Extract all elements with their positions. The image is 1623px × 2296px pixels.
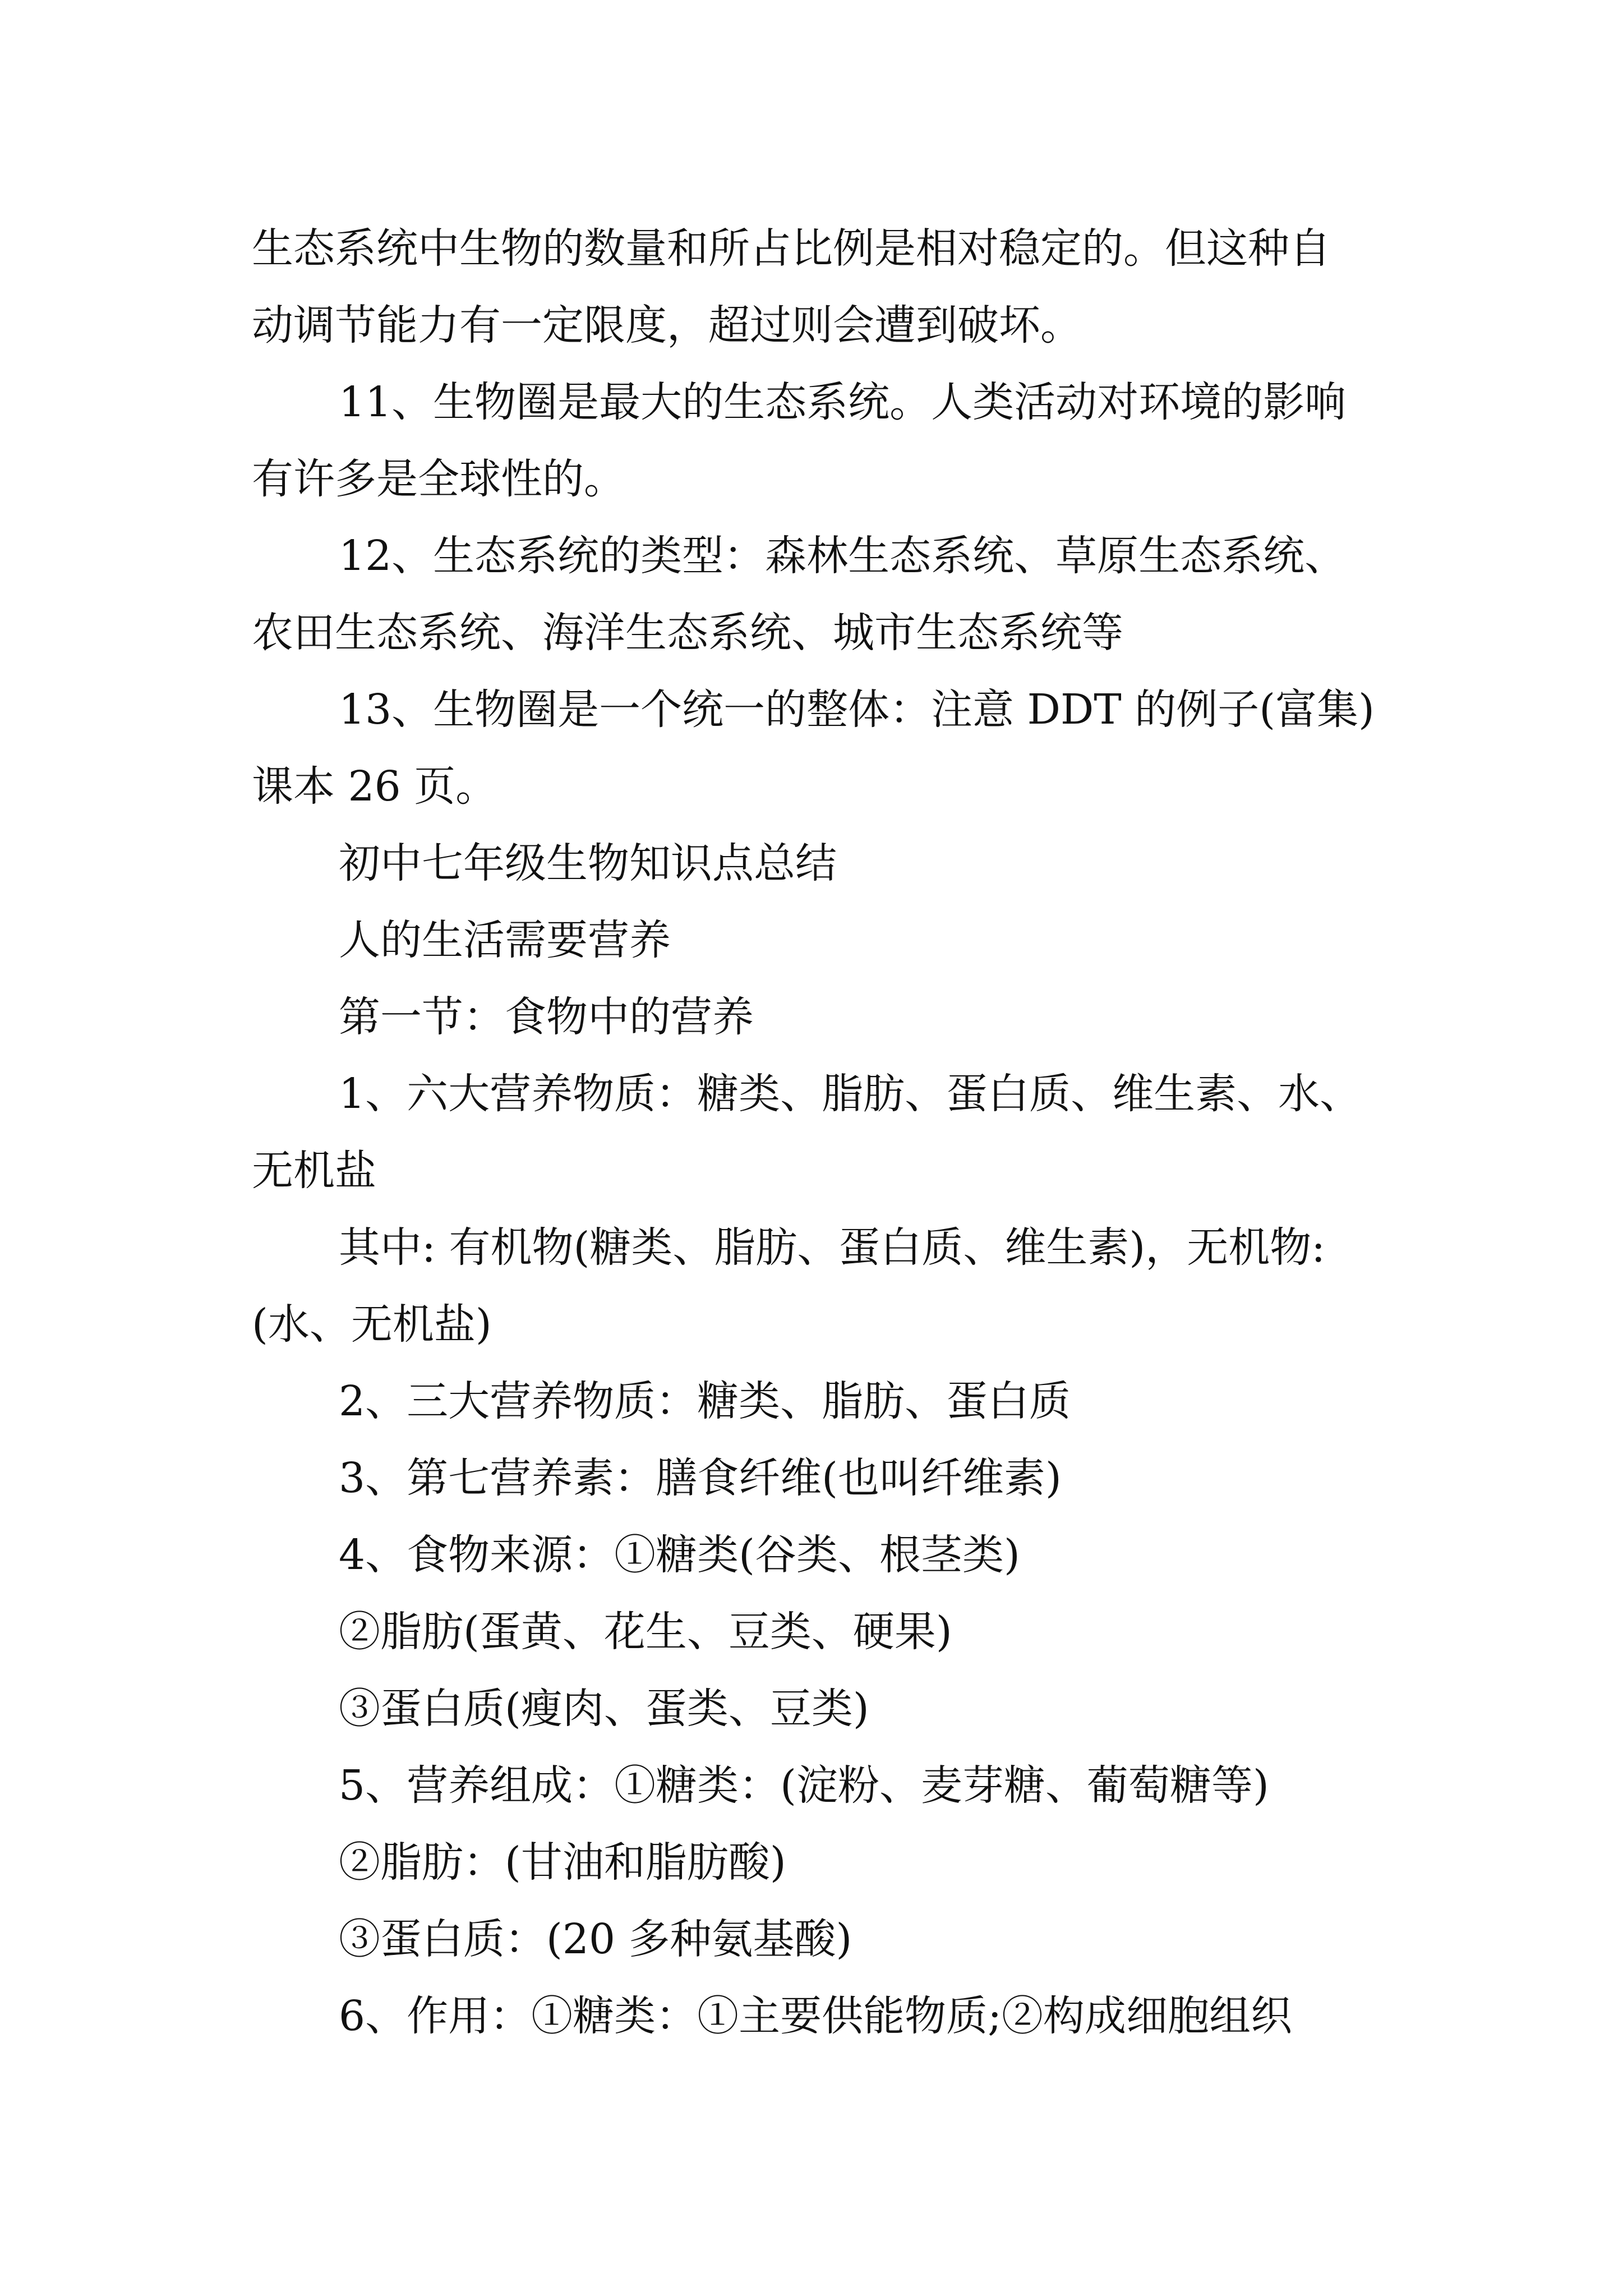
text-line: 12、生态系统的类型：森林生态系统、草原生态系统、 [339, 532, 1347, 580]
section-heading: 第一节：食物中的营养 [339, 993, 754, 1041]
text-line: 课本 26 页。 [252, 762, 497, 811]
text-line: 1、六大营养物质：糖类、脂肪、蛋白质、维生素、水、 [339, 1070, 1362, 1118]
text-line: 无机盐 [252, 1147, 376, 1195]
section-heading: 初中七年级生物知识点总结 [339, 839, 837, 887]
text-line: ③蛋白质(瘦肉、蛋类、豆类) [339, 1685, 869, 1733]
text-line: 11、生物圈是最大的生态系统。人类活动对环境的影响 [339, 378, 1347, 426]
text-line: 3、第七营养素：膳食纤维(也叫纤维素) [339, 1454, 1062, 1502]
text-line: 有许多是全球性的。 [252, 455, 625, 503]
text-line: ②脂肪(蛋黄、花生、豆类、硬果) [339, 1608, 952, 1656]
text-line: ③蛋白质：(20 多种氨基酸) [339, 1915, 852, 1963]
text-line: 4、食物来源：①糖类(谷类、根茎类) [339, 1531, 1020, 1579]
text-line: 13、生物圈是一个统一的整体：注意 DDT 的例子(富集) [339, 685, 1375, 734]
text-line: 生态系统中生物的数量和所占比例是相对稳定的。但这种自 [252, 224, 1331, 273]
section-heading: 人的生活需要营养 [339, 916, 671, 964]
text-line: 其中: 有机物(糖类、脂肪、蛋白质、维生素)，无机物: [339, 1223, 1326, 1272]
text-line: 6、作用：①糖类：①主要供能物质;②构成细胞组织 [339, 1992, 1293, 2040]
text-line: 2、三大营养物质：糖类、脂肪、蛋白质 [339, 1377, 1071, 1425]
text-line: 5、营养组成：①糖类：(淀粉、麦芽糖、葡萄糖等) [339, 1761, 1269, 1810]
text-line: 动调节能力有一定限度，超过则会遭到破坏。 [252, 301, 1082, 349]
text-line: 农田生态系统、海洋生态系统、城市生态系统等 [252, 609, 1123, 657]
text-line: (水、无机盐) [252, 1300, 492, 1349]
document-body [252, 210, 1413, 2055]
text-line: ②脂肪：(甘油和脂肪酸) [339, 1838, 786, 1887]
